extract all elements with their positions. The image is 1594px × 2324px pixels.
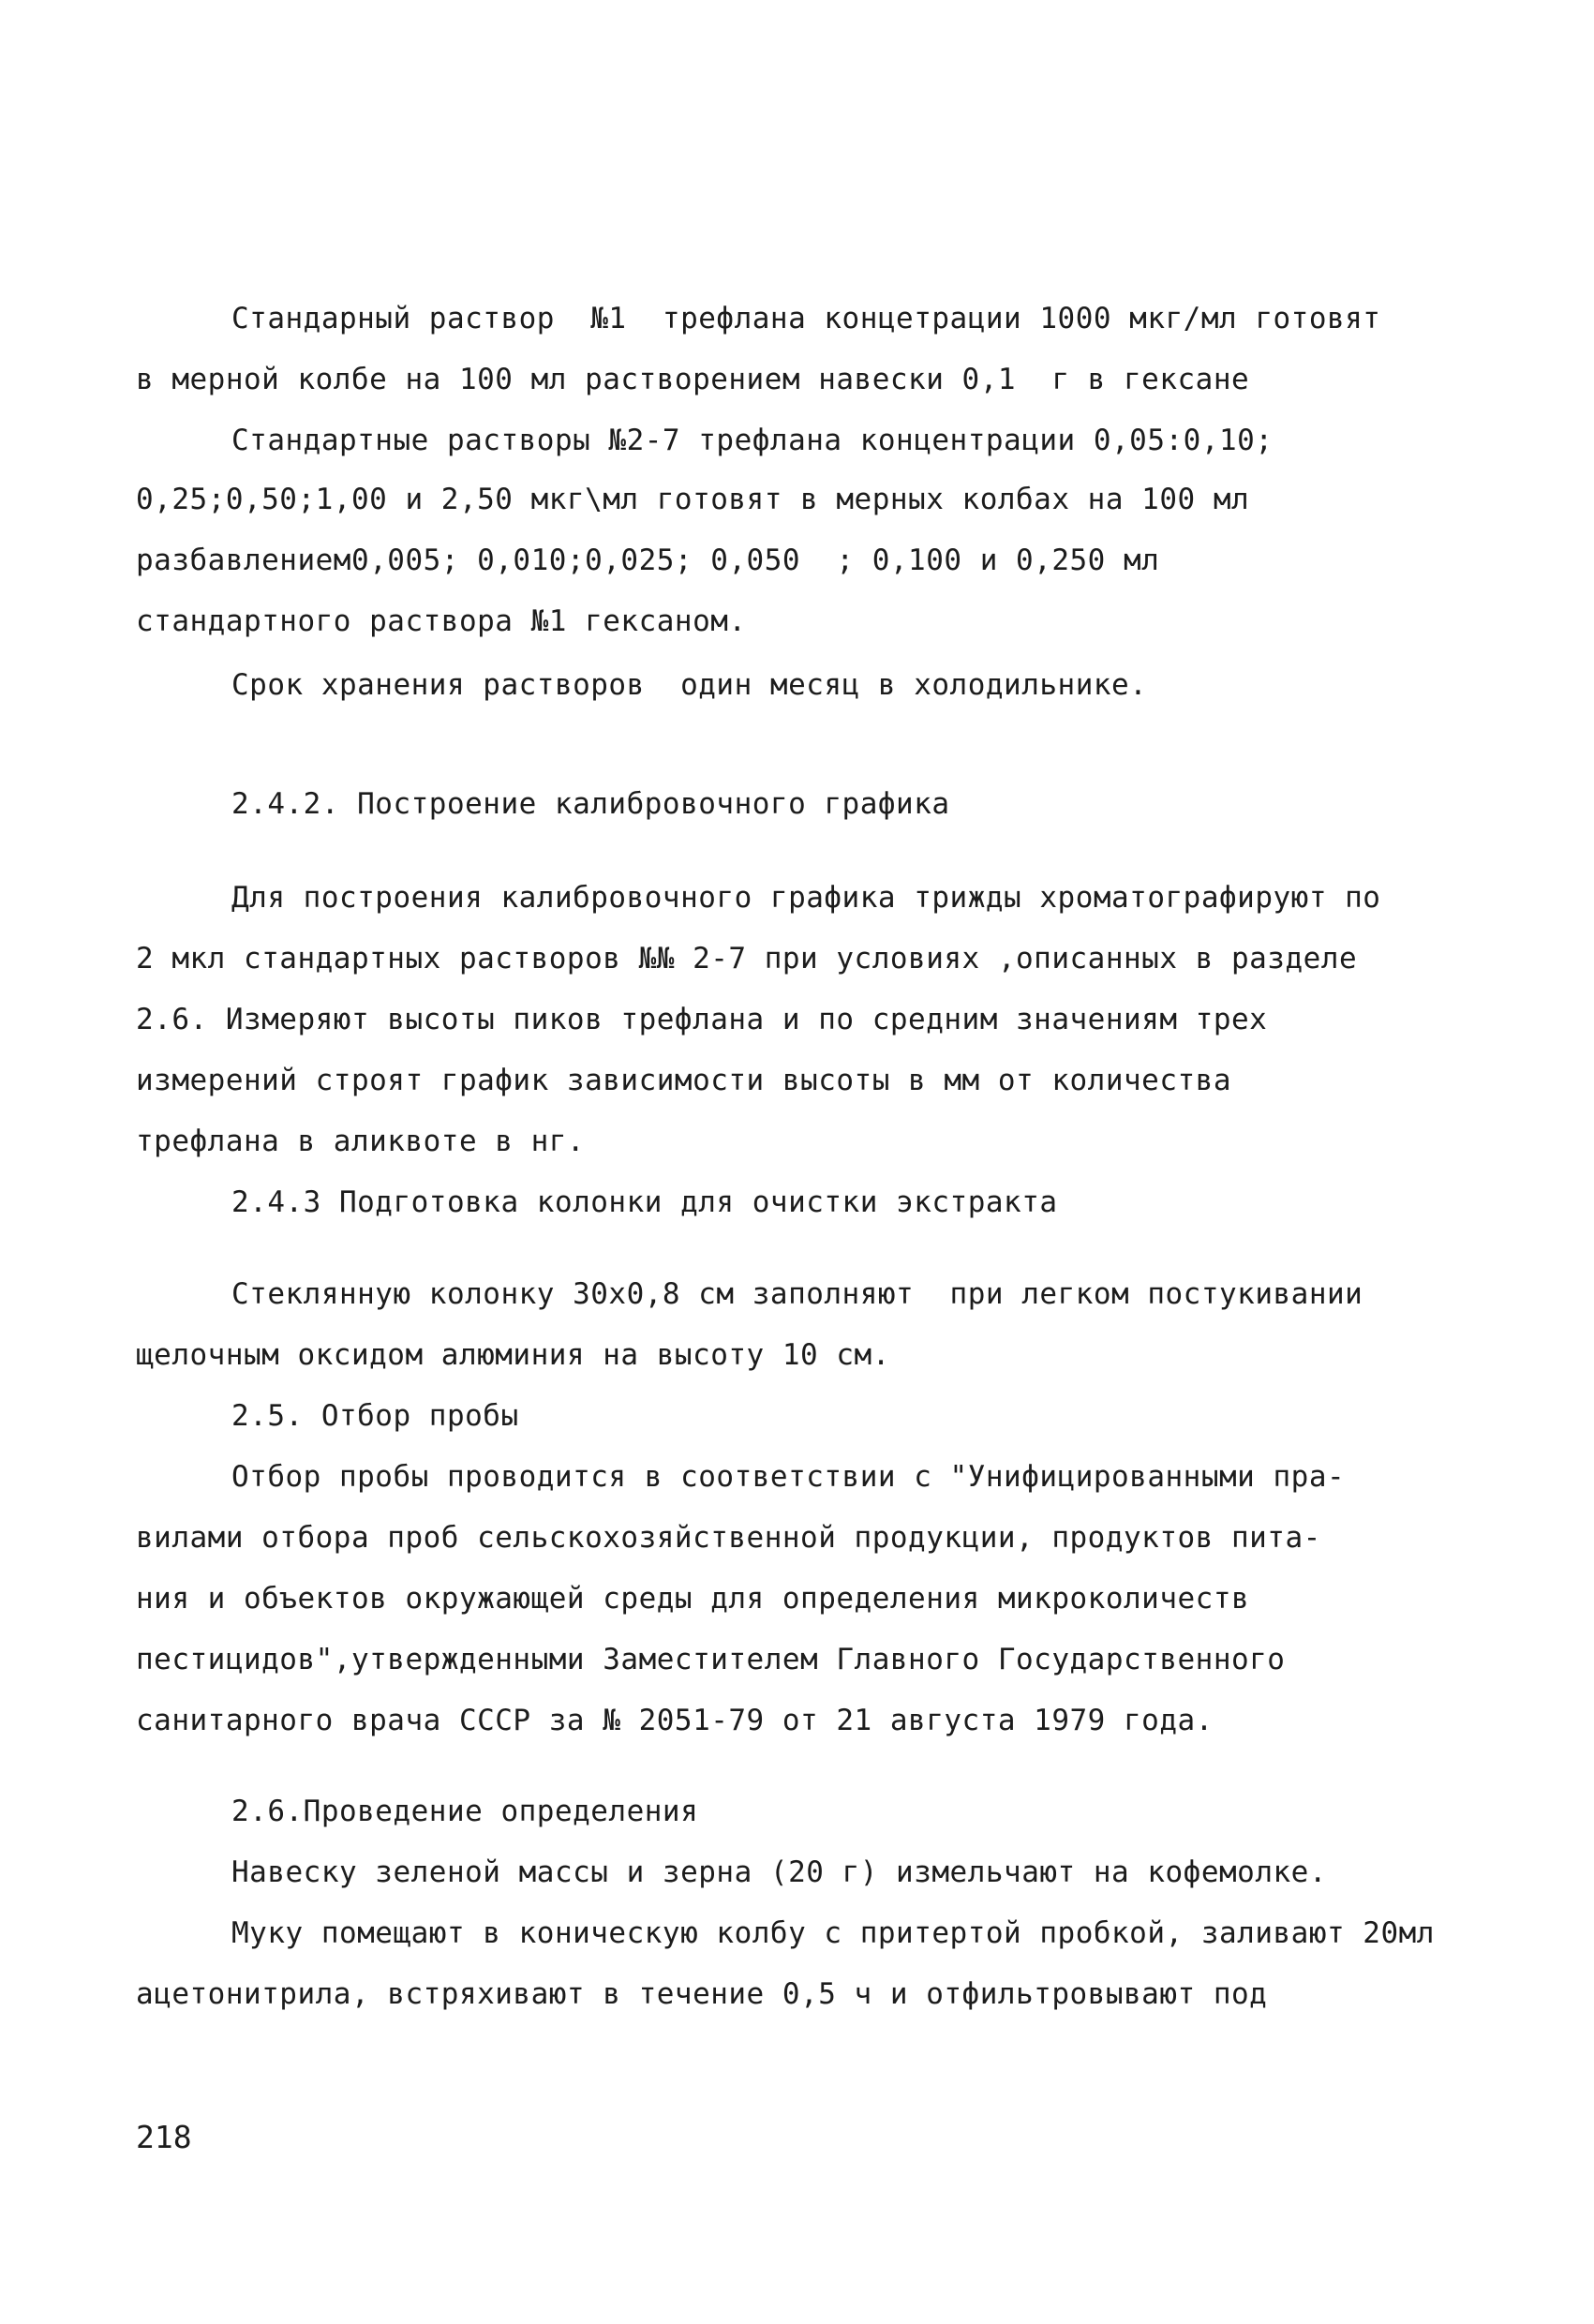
- text-line: щелочным оксидом алюминия на высоту 10 см.: [136, 1338, 890, 1372]
- text-line: Для построения калибровочного графика трижды хроматографируют по: [231, 881, 1381, 915]
- text-line: трефлана в аликвоте в нг.: [136, 1125, 586, 1158]
- text-line: Стеклянную колонку 30х0,8 см заполняют при легком постукивании: [231, 1277, 1363, 1311]
- section-heading-2-5: 2.5. Отбор пробы: [231, 1399, 519, 1433]
- text-line: пестицидов",утвержденными Заместителем Главного Государственного: [136, 1643, 1286, 1676]
- text-line: Навеску зеленой массы и зерна (20 г) измельчают на кофемолке.: [231, 1855, 1327, 1889]
- section-heading-2-4-3: 2.4.3 Подготовка колонки для очистки экстракта: [231, 1185, 1058, 1219]
- text-line: Срок хранения растворов один месяц в холодильнике.: [231, 668, 1148, 702]
- page-number: 218: [136, 2119, 192, 2155]
- text-line: Отбор пробы проводится в соответствии с "Унифицированными пра-: [231, 1460, 1346, 1494]
- text-line: разбавлением0,005; 0,010;0,025; 0,050 ; 0,100 и 0,250 мл: [136, 544, 1160, 577]
- text-line: 0,25;0,50;1,00 и 2,50 мкг\мл готовят в мерных колбах на 100 мл: [136, 483, 1250, 516]
- section-heading-2-6: 2.6.Проведение определения: [231, 1795, 699, 1828]
- text-line: измерений строят график зависимости высоты в мм от количества: [136, 1064, 1231, 1097]
- section-heading-2-4-2: 2.4.2. Построение калибровочного графика: [231, 787, 950, 821]
- text-line: стандартного раствора №1 гексаном.: [136, 604, 747, 638]
- text-line: ацетонитрила, встряхивают в течение 0,5 ч и отфильтровывают под: [136, 1977, 1268, 2011]
- text-line: ния и объектов окружающей среды для определения микроколичеств: [136, 1582, 1250, 1616]
- text-line: 2 мкл стандартных растворов №№ 2-7 при условиях ,описанных в разделе: [136, 942, 1358, 976]
- text-line: в мерной колбе на 100 мл растворением навески 0,1 г в гексане: [136, 363, 1250, 396]
- text-line: Муку помещают в коническую колбу с притертой пробкой, заливают 20мл: [231, 1916, 1435, 1950]
- text-line: 2.6. Измеряют высоты пиков трефлана и по средним значениям трех: [136, 1003, 1268, 1036]
- text-line: Стандартные растворы №2-7 трефлана концентрации 0,05:0,10;: [231, 424, 1274, 457]
- text-line: Стандарный раствор №1 трефлана концетрации 1000 мкг/мл готовят: [231, 302, 1381, 335]
- text-line: вилами отбора проб сельскохозяйственной продукции, продуктов пита-: [136, 1521, 1321, 1555]
- text-line: санитарного врача СССР за № 2051-79 от 21 августа 1979 года.: [136, 1704, 1214, 1737]
